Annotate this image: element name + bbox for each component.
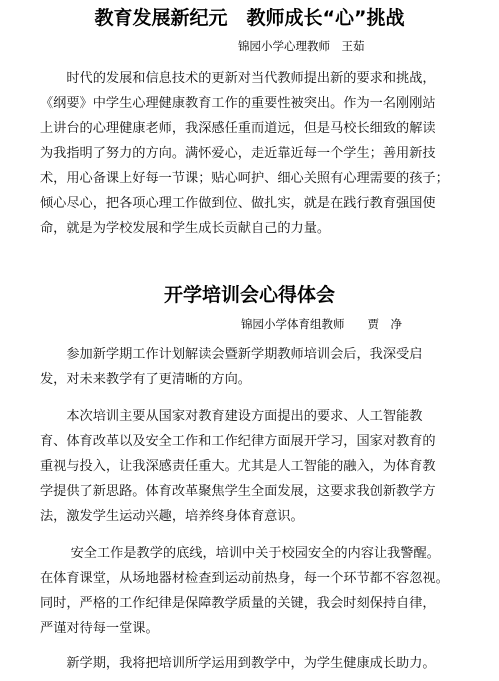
article2-paragraph-2 [40, 404, 464, 529]
text-line: 时代的发展和信息技术的更新对当代教师提出新的要求和挑战， [40, 71, 436, 86]
text-line: 同时，严格的工作纪律是保障教学质量的关键，我会时刻保持自律， [40, 596, 436, 611]
text-line: 命，就是为学校发展和学生成长贡献自己的力量。 [40, 221, 331, 236]
text-line: 新学期，我将把培训所学运用到教学中，为学生健康成长助力。 [40, 656, 436, 671]
article2-title: 开学培训会心得体会 [163, 284, 335, 306]
text-line: 严谨对待每一堂课。 [40, 621, 159, 636]
article1-byline: 锦园小学心理教师 王茹 [238, 39, 365, 53]
text-line: 倾心尽心，把各项心理工作做到位、做扎实，就是在践行教育强国使 [40, 196, 436, 211]
text-line: 发，对未来教学有了更清晰的方向。 [40, 372, 251, 387]
article2-paragraph-3 [40, 541, 464, 641]
text-line: 术，用心备课上好每一节课；贴心呵护、细心关照有心理需要的孩子； [40, 171, 449, 186]
text-line: 安全工作是教学的底线，培训中关于校园安全的内容让我警醒。 [40, 546, 440, 561]
text-line: 本次培训主要从国家对教育建设方面提出的要求、人工智能教 [40, 409, 423, 424]
text-line: 重视与投入，让我深感责任重大。尤其是人工智能的融入，为体育教 [40, 459, 436, 474]
text-line: 上讲台的心理健康老师，我深感任重而道远，但是马校长细致的解读 [40, 121, 436, 136]
text-line: 参加新学期工作计划解读会暨新学期教师培训会后，我深受启 [40, 347, 423, 362]
text-line: 在体育课堂，从场地器材检查到运动前热身，每一个环节都不容忽视。 [40, 571, 449, 586]
text-line: 《纲要》中学生心理健康教育工作的重要性被突出。作为一名刚刚站 [40, 96, 436, 111]
article2-paragraph-4 [40, 651, 464, 676]
text-line: 育、体育改革以及安全工作和工作纪律方面展开学习，国家对教育的 [40, 434, 436, 449]
article2-byline: 锦园小学体育组教师 贾 净 [241, 317, 402, 331]
text-line: 法，激发学生运动兴趣，培养终身体育意识。 [40, 509, 304, 524]
article2-paragraph-1 [40, 342, 464, 392]
text-line: 学提供了新思路。体育改革聚焦学生全面发展，这要求我创新教学方 [40, 484, 436, 499]
article1-title: 教育发展新纪元 教师成长“心”挑战 [94, 7, 405, 29]
text-line: 为我指明了努力的方向。满怀爱心，走近靠近每一个学生；善用新技 [40, 146, 436, 161]
article1-paragraph-1 [40, 66, 464, 241]
